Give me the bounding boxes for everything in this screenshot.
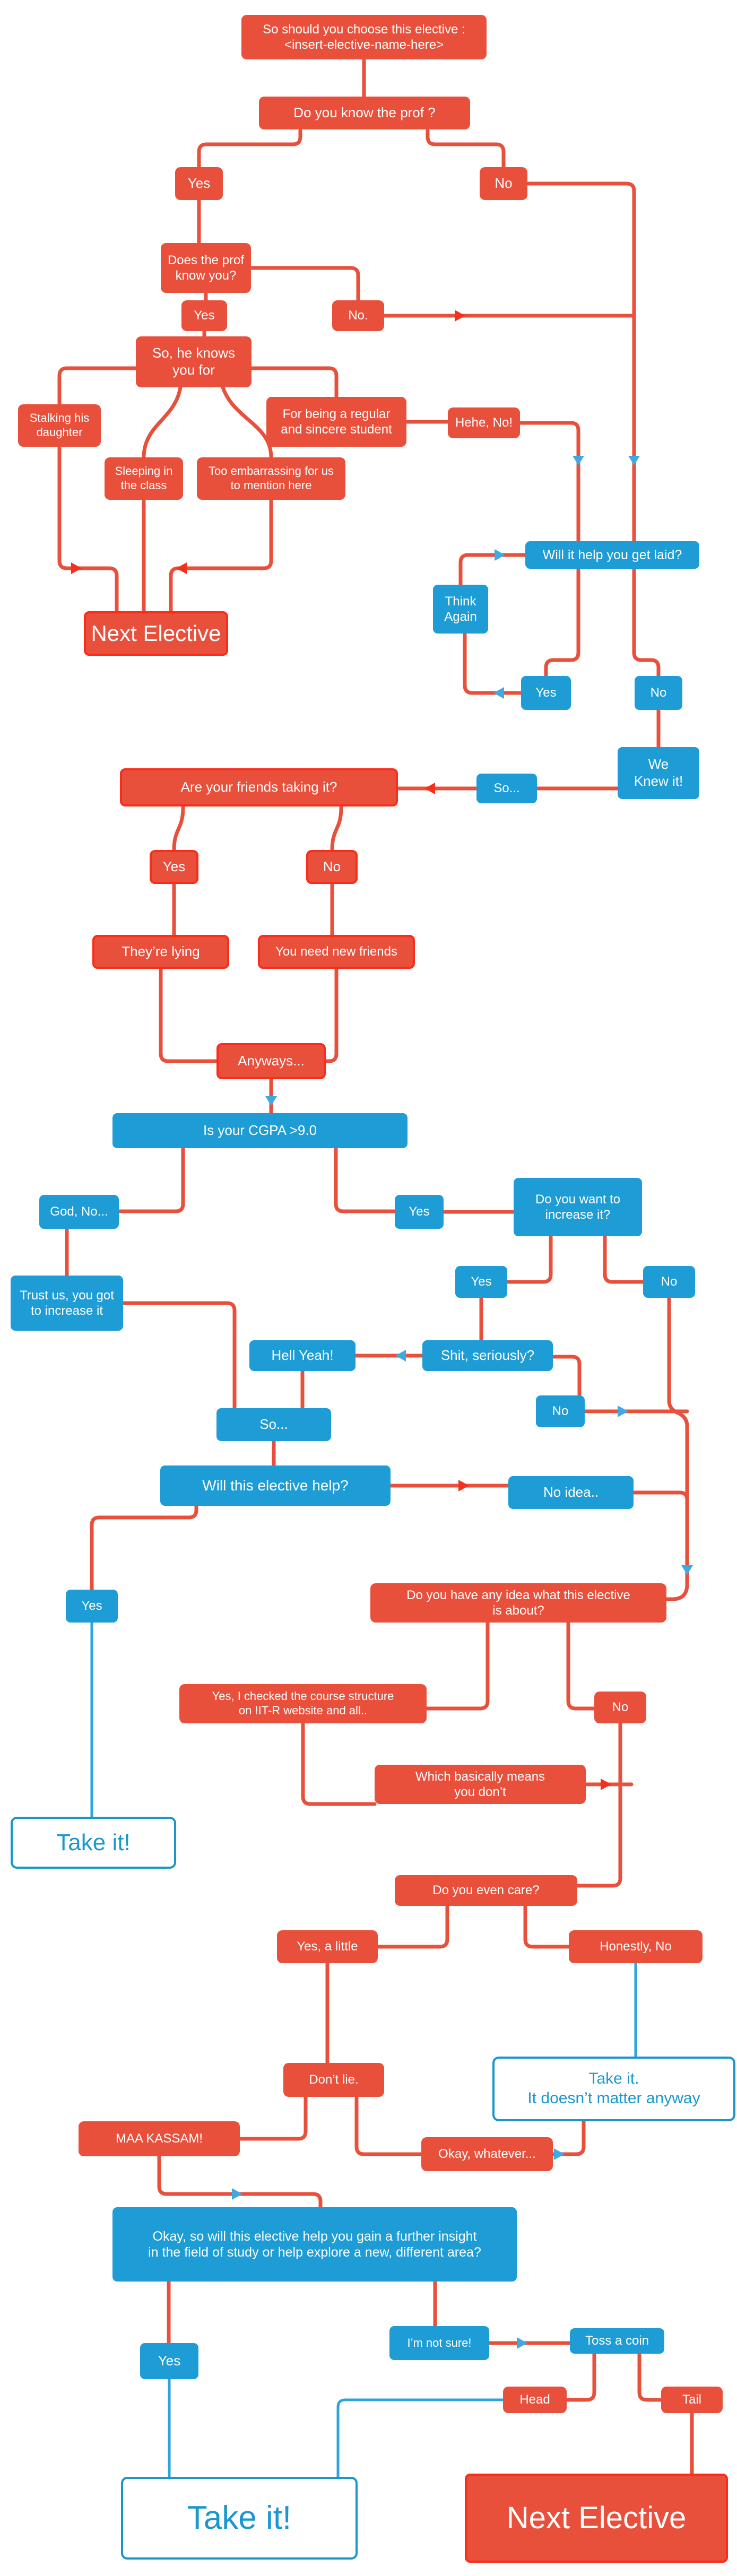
node-honestly-no: Honestly, No — [569, 1930, 703, 1963]
connector-line — [465, 634, 521, 693]
connector-line — [507, 1236, 551, 1282]
node-think-again: Think Again — [433, 585, 488, 634]
node-tail: Tail — [661, 2387, 723, 2413]
connector-line — [199, 131, 300, 167]
node-no-laid: No — [635, 676, 682, 710]
connector-line — [577, 1723, 620, 1886]
connector-line — [174, 807, 183, 850]
node-no-friends: No — [306, 850, 358, 884]
node-next-elective-1: Next Elective — [84, 611, 228, 656]
node-god-no: God, No... — [39, 1195, 119, 1229]
connector-line — [336, 1148, 395, 1211]
node-yes-friends: Yes — [150, 850, 198, 884]
direction-arrow-right-icon — [618, 1406, 628, 1417]
connector-line — [326, 969, 336, 1061]
connector-line — [161, 969, 216, 1061]
node-take-it-2: Take it! — [121, 2477, 358, 2560]
connector-line — [332, 807, 341, 850]
direction-arrow-right-icon — [495, 549, 505, 561]
node-cgpa: Is your CGPA >9.0 — [112, 1113, 407, 1148]
connector-line — [639, 2354, 661, 2400]
node-so-2: So... — [216, 1408, 331, 1441]
connector-line — [525, 1906, 569, 1947]
direction-arrow-left-icon — [395, 1350, 406, 1361]
node-hehe-no: Hehe, No! — [448, 407, 520, 438]
connector-line — [427, 1623, 488, 1708]
node-trust-us: Trust us, you got to increase it — [11, 1276, 123, 1331]
node-im-not-sure: I’m not sure! — [389, 2326, 489, 2360]
node-want-increase: Do you want to increase it? — [514, 1178, 642, 1236]
node-regular-student: For being a regular and sincere student — [266, 397, 406, 447]
connector-line — [171, 500, 271, 611]
node-get-laid: Will it help you get laid? — [525, 541, 699, 569]
node-elective-help: Will this elective help? — [160, 1465, 391, 1506]
direction-arrow-down-icon — [265, 1096, 277, 1106]
direction-arrow-right-icon — [517, 2337, 527, 2349]
node-next-elective-2: Next Elective — [465, 2474, 728, 2563]
node-no-idea-red: No — [594, 1692, 646, 1723]
connector-line — [567, 2354, 594, 2400]
node-so-1: So... — [476, 774, 537, 803]
node-maa-kassam: MAA KASSAM! — [79, 2121, 240, 2156]
node-sleeping: Sleeping in the class — [105, 457, 183, 500]
node-no-seriously: No — [536, 1395, 585, 1427]
node-prof-know-you: Does the prof know you? — [161, 243, 251, 293]
node-okay-whatever: Okay, whatever... — [421, 2137, 553, 2171]
node-shit-seriously: Shit, seriously? — [422, 1340, 553, 1371]
node-hell-yeah: Hell Yeah! — [249, 1340, 356, 1371]
connector-line — [520, 423, 578, 541]
direction-arrow-down-icon — [573, 456, 584, 465]
node-yes-know-prof: Yes — [175, 167, 223, 200]
direction-arrow-right-icon — [458, 1480, 469, 1491]
node-take-it-matter: Take it. It doesn’t matter anyway — [492, 2057, 735, 2121]
node-no-increase: No — [643, 1266, 695, 1298]
connector-line — [123, 1303, 235, 1408]
connector-line — [527, 184, 634, 541]
node-checked-structure: Yes, I checked the course structure on IIT-R website and all.. — [179, 1684, 427, 1723]
direction-arrow-left-icon — [493, 687, 504, 699]
connector-line — [303, 1723, 375, 1804]
node-we-knew-it: We Knew it! — [618, 747, 699, 799]
connector-line — [553, 1357, 579, 1395]
connector-line — [553, 2121, 584, 2154]
direction-arrow-left-icon — [424, 783, 435, 794]
direction-arrow-right-icon — [601, 1779, 611, 1790]
connector-line — [159, 2156, 320, 2207]
node-stalking: Stalking his daughter — [18, 404, 101, 447]
connector-line — [92, 1506, 196, 1590]
direction-arrow-down-icon — [681, 1565, 693, 1575]
node-yes-a-little: Yes, a little — [277, 1930, 378, 1963]
connector-line — [605, 1236, 643, 1282]
node-toss-a-coin: Toss a coin — [570, 2328, 664, 2354]
node-anyways: Anyways... — [216, 1043, 326, 1079]
node-yes-laid: Yes — [521, 676, 571, 710]
connector-line — [119, 1148, 183, 1211]
connector-line — [357, 2097, 421, 2154]
node-take-it-1: Take it! — [11, 1817, 176, 1869]
node-yes-cgpa: Yes — [395, 1195, 444, 1229]
node-embarrassing: Too embarrassing for us to mention here — [197, 457, 345, 500]
direction-arrow-down-icon — [628, 456, 640, 465]
connector-line — [251, 268, 358, 300]
node-no-know-prof: No — [480, 167, 527, 200]
node-know-prof: Do you know the prof ? — [259, 97, 470, 129]
connector-line — [144, 387, 180, 457]
direction-arrow-left-icon — [176, 562, 187, 574]
connector-line — [240, 2097, 306, 2139]
connector-line — [252, 368, 336, 397]
connector-line — [338, 2400, 503, 2477]
node-yes-insight: Yes — [140, 2343, 198, 2379]
direction-arrow-right-icon — [455, 310, 465, 322]
connector-line — [223, 387, 271, 457]
direction-arrow-right-icon — [232, 2188, 242, 2200]
node-dont-lie: Don’t lie. — [283, 2063, 384, 2097]
node-start: So should you choose this elective : <insert-elective-name-here> — [241, 15, 487, 59]
node-no-idea: No idea.. — [508, 1476, 634, 1509]
node-even-care: Do you even care? — [395, 1875, 577, 1906]
connector-line — [428, 131, 504, 167]
connector-line — [59, 368, 136, 404]
node-yes-increase: Yes — [455, 1266, 507, 1298]
direction-arrow-right-icon — [554, 2148, 565, 2160]
connector-line — [568, 1623, 594, 1708]
node-yes-help: Yes — [66, 1590, 118, 1623]
connector-line — [634, 569, 658, 676]
node-gain-insight: Okay, so will this elective help you gain a further insight in the field of study or help explore a new, different area? — [112, 2207, 517, 2282]
connector-line — [461, 555, 525, 585]
node-theyre-lying: They’re lying — [92, 935, 229, 969]
connector-line — [634, 1493, 687, 1500]
node-any-idea: Do you have any idea what this elective is about? — [370, 1583, 666, 1623]
node-knows-you-for: So, he knows you for — [136, 336, 252, 387]
connector-line — [378, 1906, 447, 1947]
node-no-prof-knows: No. — [332, 300, 384, 331]
direction-arrow-right-icon — [71, 562, 82, 574]
node-yes-prof-knows: Yes — [181, 300, 227, 331]
node-need-new-friends: You need new friends — [258, 935, 415, 969]
connector-line — [546, 569, 578, 676]
node-friends-taking: Are your friends taking it? — [120, 768, 398, 806]
node-basically-dont: Which basically means you don’t — [375, 1765, 586, 1804]
node-head: Head — [503, 2387, 567, 2413]
connector-line — [666, 1298, 687, 1599]
